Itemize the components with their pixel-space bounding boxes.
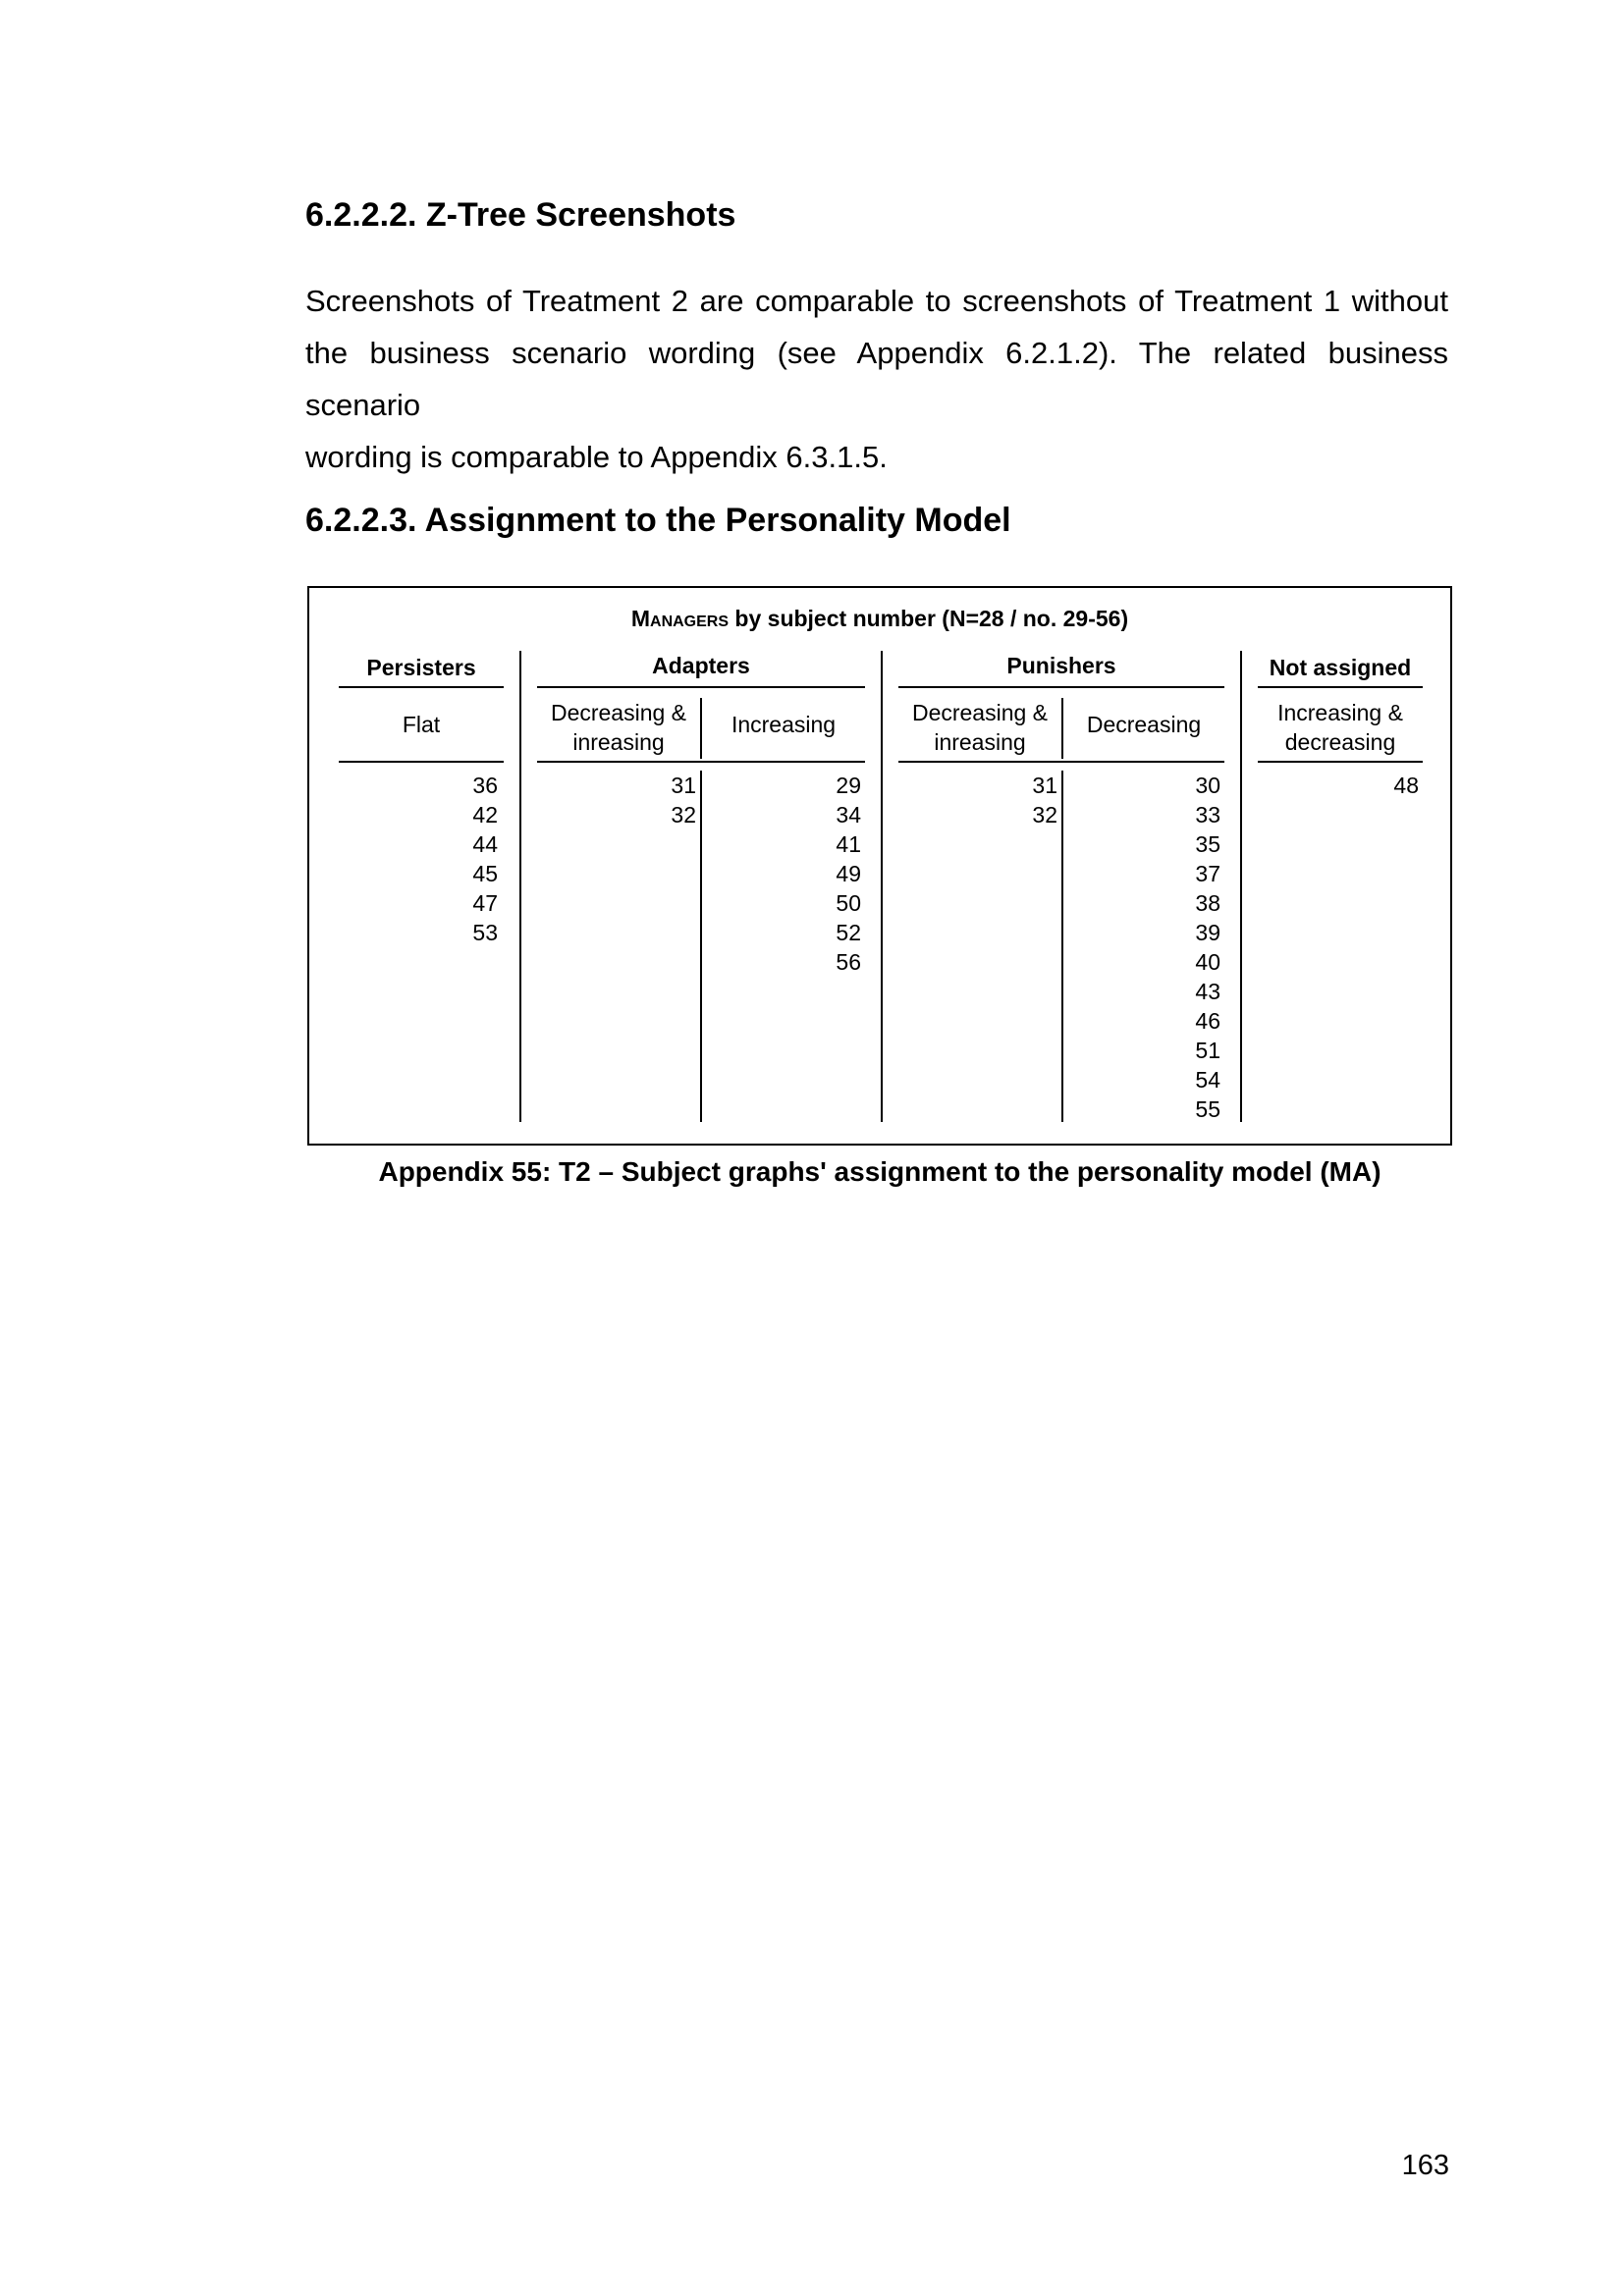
cell: 32 — [1032, 802, 1057, 828]
subheader-separator — [700, 698, 702, 759]
subheader-flat: Flat — [402, 712, 441, 737]
cell: 33 — [1195, 802, 1220, 828]
column-persisters-flat — [339, 771, 498, 947]
column-adapters-dec-inc — [537, 771, 696, 829]
rule — [339, 761, 504, 763]
subheader-adapters-increasing: Increasing — [731, 712, 837, 737]
subheader-not-assigned — [1258, 698, 1423, 757]
cell: 51 — [1195, 1038, 1220, 1063]
cell: 52 — [836, 920, 861, 945]
group-header-punishers: Punishers — [1006, 653, 1116, 678]
cell: 53 — [472, 920, 498, 945]
cell: 55 — [1195, 1096, 1220, 1122]
group-divider — [1240, 651, 1242, 1122]
rule — [1258, 686, 1423, 688]
body-paragraph — [305, 275, 1448, 483]
paragraph-line: Screenshots of Treatment 2 are comparable to screenshots of Treatment 1 without — [305, 284, 1448, 318]
cell: 36 — [472, 773, 498, 798]
column-punishers-decreasing — [1063, 771, 1220, 1124]
paragraph-line: wording is comparable to Appendix 6.3.1.5. — [305, 440, 888, 474]
rule — [339, 686, 504, 688]
cell: 46 — [1195, 1008, 1220, 1034]
group-header-not-assigned: Not assigned — [1269, 655, 1412, 680]
rule — [537, 686, 865, 688]
assignment-table — [307, 586, 1452, 1146]
cell: 29 — [836, 773, 861, 798]
table-title-rest: by subject number (N=28 / no. 29-56) — [729, 606, 1129, 631]
cell: 39 — [1195, 920, 1220, 945]
rule — [537, 761, 865, 763]
subheader-line: Decreasing & — [550, 700, 687, 725]
cell: 31 — [1032, 773, 1057, 798]
cell: 50 — [836, 890, 861, 916]
section-heading-z-tree: 6.2.2.2. Z-Tree Screenshots — [305, 196, 736, 234]
cell: 37 — [1195, 861, 1220, 886]
cell: 56 — [836, 949, 861, 975]
subheader-line: Increasing & — [1277, 700, 1403, 725]
rule — [1258, 761, 1423, 763]
page-number: 163 — [1401, 2150, 1449, 2181]
cell: 34 — [836, 802, 861, 828]
cell: 44 — [472, 831, 498, 857]
cell: 42 — [472, 802, 498, 828]
subheader-separator — [1061, 698, 1063, 759]
cell: 31 — [671, 773, 696, 798]
section-heading-personality-model: 6.2.2.3. Assignment to the Personality Model — [305, 502, 1011, 539]
cell: 38 — [1195, 890, 1220, 916]
cell: 47 — [472, 890, 498, 916]
group-divider — [881, 651, 883, 1122]
cell: 35 — [1195, 831, 1220, 857]
subheader-line: decreasing — [1284, 729, 1396, 755]
cell: 49 — [836, 861, 861, 886]
column-not-assigned — [1258, 771, 1419, 800]
paragraph-line: the business scenario wording (see Appendix 6.2.1.2). The related business scenario — [305, 336, 1448, 422]
cell: 45 — [472, 861, 498, 886]
rule — [898, 761, 1224, 763]
cell: 48 — [1393, 773, 1419, 798]
table-title-managers: Managers — [630, 606, 730, 631]
column-adapters-increasing — [702, 771, 861, 977]
cell: 43 — [1195, 979, 1220, 1004]
group-header-persisters: Persisters — [366, 655, 476, 680]
subheader-line: Decreasing & — [911, 700, 1049, 725]
table-caption: Appendix 55: T2 – Subject graphs' assignment to the personality model (MA) — [378, 1156, 1381, 1187]
cell: 54 — [1195, 1067, 1220, 1093]
cell: 32 — [671, 802, 696, 828]
table-title — [309, 606, 1450, 632]
rule — [898, 686, 1224, 688]
subheader-punishers-dec-inc — [898, 698, 1061, 757]
group-divider — [519, 651, 521, 1122]
cell: 41 — [836, 831, 861, 857]
cell: 30 — [1195, 773, 1220, 798]
column-punishers-dec-inc — [898, 771, 1057, 829]
subheader-punishers-decreasing: Decreasing — [1086, 712, 1202, 737]
group-header-adapters: Adapters — [652, 653, 750, 678]
subheader-line: inreasing — [934, 729, 1026, 755]
subheader-line: inreasing — [572, 729, 665, 755]
cell: 40 — [1195, 949, 1220, 975]
subheader-adapters-dec-inc — [537, 698, 700, 757]
